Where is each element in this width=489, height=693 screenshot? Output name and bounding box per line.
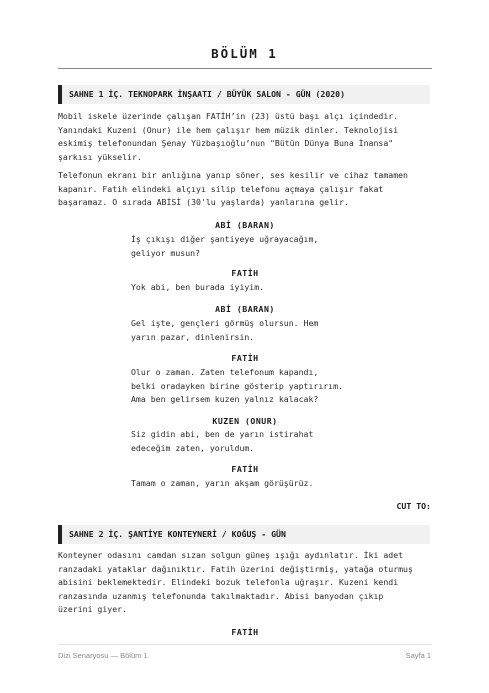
character-name: KUZEN (ONUR) <box>212 416 278 426</box>
scene-heading-2: SAHNE 2 İÇ. ŞANTİYE KONTEYNERİ / KOĞUŞ - GÜN <box>58 525 430 544</box>
dialogue-line: belki oradayken birine gösterip yaptırırım. <box>131 380 343 391</box>
dialogue-line: geliyor musun? <box>131 247 201 258</box>
footer-document-name: Dizi Senaryosu — Bölüm 1 <box>58 651 148 660</box>
action-line: şarkısı yükselir. <box>58 151 142 162</box>
character-name: ABİ (BARAN) <box>215 220 275 230</box>
action-line: ranzadaki yataklar dağınıktır. Fatih üzerini değiştirmiş, yatağa oturmuş <box>58 563 413 574</box>
action-line: Konteyner odasını camdan sızan solgun güneş ışığı aydınlatır. İki adet <box>58 550 404 560</box>
dialogue-block <box>131 477 381 491</box>
character-name: FATİH <box>231 268 259 278</box>
action-line: abisini beklemektedir. Elindeki bozuk telefonla uğraşır. Kuzeni kendi <box>58 577 399 588</box>
scene-2-action-1 <box>58 549 432 617</box>
scene-heading-1: SAHNE 1 İÇ. TEKNOPARK İNŞAATI / BÜYÜK SALON - GÜN (2020) <box>58 85 430 104</box>
dialogue-line: Olur o zaman. Zaten telefonum kapandı, <box>131 367 319 377</box>
episode-title: BÖLÜM 1 <box>211 46 278 61</box>
dialogue-line: Yok abi, ben burada iyiyim. <box>131 282 265 292</box>
dialogue-line: yarın pazar, dinlenirsin. <box>131 331 255 342</box>
action-line: kapanır. Fatih elindeki alçıyı silip telefonu açmaya çalışır fakat <box>58 183 384 194</box>
action-line: Yanındaki Kuzeni (Onur) ile hem çalışır hem müzik dinler. Teknolojisi <box>58 124 399 135</box>
dialogue-block <box>131 233 381 260</box>
dialogue-line: Gel işte, gençleri görmüş olursun. Hem <box>131 318 319 328</box>
action-line: üzerini giyer. <box>58 604 128 615</box>
character-name: ABİ (BARAN) <box>215 304 275 314</box>
scene-1-action-1 <box>58 110 432 164</box>
scene-1-action-2 <box>58 169 432 210</box>
action-line: eskimiş telefonundan Şenay Yüzbaşıoğlu’nun "Bütün Dünya Buna İnansa" <box>58 138 394 149</box>
dialogue-line: İş çıkışı diğer şantiyeye uğrayacağım, <box>131 234 319 244</box>
dialogue-block <box>131 366 381 407</box>
action-line: Telefonun ekranı bir anlığına yanıp söner, ses kesilir ve cihaz tamamen <box>58 170 408 180</box>
character-name: FATİH <box>231 627 259 637</box>
dialogue-line: Siz gidin abi, ben de yarın istirahat <box>131 429 314 439</box>
character-name: FATİH <box>231 464 259 474</box>
action-line: başaramaz. O sırada ABİSİ (30'lu yaşlarda) yanlarına gelir. <box>58 197 349 208</box>
dialogue-block <box>131 281 381 295</box>
title-divider <box>58 68 432 69</box>
dialogue-line: Tamam o zaman, yarın akşam görüşürüz. <box>131 478 314 488</box>
action-line: ranzasında uzanmış telefonunda takılmaktadır. Abisi banyodan çıkıp <box>58 590 384 601</box>
dialogue-block <box>131 317 381 344</box>
action-line: Mobil iskele üzerinde çalışan FATİH’in (23) üstü başı alçı içindedir. <box>58 111 399 121</box>
scene-transition: CUT TO: <box>396 501 431 511</box>
dialogue-block <box>131 428 381 455</box>
character-name: FATİH <box>231 353 259 363</box>
dialogue-line: edeceğim zaten, yoruldum. <box>131 442 255 453</box>
dialogue-line: Ama ben gelirsem kuzen yalnız kalacak? <box>131 394 319 405</box>
footer-divider <box>58 644 432 645</box>
footer-page-number: Sayfa 1 <box>405 651 431 660</box>
